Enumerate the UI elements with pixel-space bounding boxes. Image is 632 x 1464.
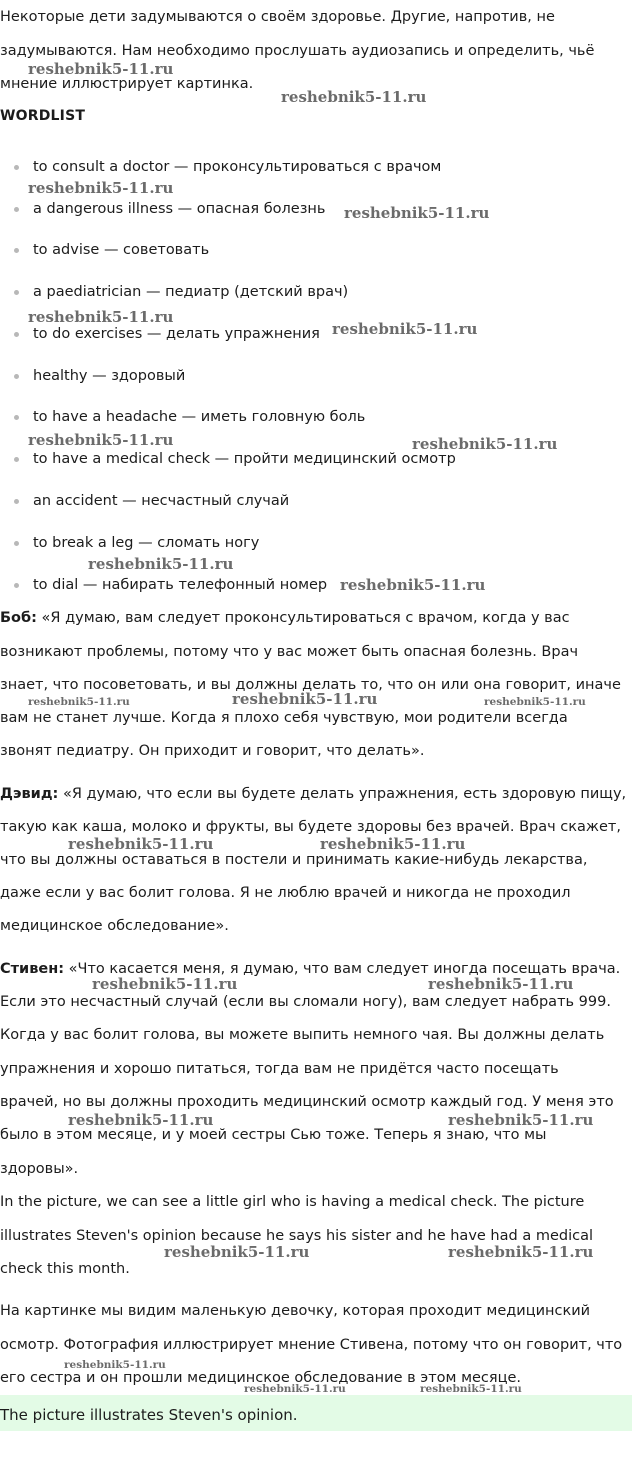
david-paragraph-line-5: медицинское обследование».: [0, 918, 229, 934]
steven-paragraph-line-3: Когда у вас болит голова, вы можете выпить немного чая. Вы должны делать: [0, 1027, 605, 1043]
bullet-icon: [14, 415, 19, 420]
bob-paragraph-line-4: вам не станет лучше. Когда я плохо себя чувствую, мои родители всегда: [0, 710, 568, 726]
bullet-icon: [14, 499, 19, 504]
watermark: reshebnik5-11.ru: [232, 690, 378, 708]
david-paragraph-line-4: даже если у вас болит голова. Я не люблю врачей и никогда не проходил: [0, 885, 571, 901]
bullet-icon: [14, 248, 19, 253]
intro-line-2: задумываются. Нам необходимо прослушать аудиозапись и определить, чьё: [0, 43, 595, 59]
speaker-name-bob: Боб:: [0, 610, 37, 626]
watermark: reshebnik5-11.ru: [68, 835, 214, 853]
english-answer-line-2: illustrates Steven's opinion because he says his sister and he have had a medical: [0, 1228, 593, 1244]
bullet-icon: [14, 457, 19, 462]
steven-paragraph-line-5: врачей, но вы должны проходить медицинский осмотр каждый год. У меня это: [0, 1094, 614, 1110]
steven-paragraph-line-6: было в этом месяце, и у моей сестры Сью тоже. Теперь я знаю, что мы: [0, 1127, 547, 1143]
bob-paragraph-line-1: Боб: «Я думаю, вам следует проконсультироваться с врачом, когда у вас: [0, 610, 570, 626]
bob-paragraph-line-3: знает, что посоветовать, и вы должны делать то, что он или она говорит, иначе: [0, 677, 621, 693]
watermark: reshebnik5-11.ru: [332, 320, 478, 338]
bob-paragraph-line-5: звонят педиатру. Он приходит и говорит, что делать».: [0, 743, 425, 759]
watermark: reshebnik5-11.ru: [64, 1359, 166, 1371]
bullet-icon: [14, 290, 19, 295]
watermark: reshebnik5-11.ru: [428, 975, 574, 993]
watermark: reshebnik5-11.ru: [28, 308, 174, 326]
steven-paragraph-line-2: Если это несчастный случай (если вы сломали ногу), вам следует набрать 999.: [0, 994, 611, 1010]
russian-answer-line-3: его сестра и он прошли медицинское обследование в этом месяце.: [0, 1370, 522, 1386]
david-paragraph-line-2: такую как каша, молоко и фрукты, вы будете здоровы без врачей. Врач скажет,: [0, 819, 621, 835]
watermark: reshebnik5-11.ru: [28, 431, 174, 449]
russian-answer-line-2: осмотр. Фотография иллюстрирует мнение Стивена, потому что он говорит, что: [0, 1337, 623, 1353]
watermark: reshebnik5-11.ru: [281, 88, 427, 106]
speaker-name-steven: Стивен:: [0, 961, 65, 977]
bullet-icon: [14, 374, 19, 379]
bullet-icon: [14, 583, 19, 588]
bullet-icon: [14, 332, 19, 337]
david-paragraph-line-1: Дэвид: «Я думаю, что если вы будете делать упражнения, есть здоровую пищу,: [0, 786, 627, 802]
watermark: reshebnik5-11.ru: [420, 1383, 522, 1395]
steven-paragraph-line-1: Стивен: «Что касается меня, я думаю, что вам следует иногда посещать врача.: [0, 961, 621, 977]
watermark: reshebnik5-11.ru: [92, 975, 238, 993]
watermark: reshebnik5-11.ru: [448, 1111, 594, 1129]
bob-paragraph-line-2: возникают проблемы, потому что у вас может быть опасная болезнь. Врач: [0, 644, 579, 660]
watermark: reshebnik5-11.ru: [344, 204, 490, 222]
russian-answer-line-1: На картинке мы видим маленькую девочку, которая проходит медицинский: [0, 1303, 591, 1319]
watermark: reshebnik5-11.ru: [28, 696, 130, 708]
watermark: reshebnik5-11.ru: [28, 60, 174, 78]
final-answer-text: The picture illustrates Steven's opinion.: [0, 1406, 298, 1424]
intro-line-1: Некоторые дети задумываются о своём здоровье. Другие, напротив, не: [0, 9, 555, 25]
watermark: reshebnik5-11.ru: [88, 555, 234, 573]
intro-line-3: мнение иллюстрирует картинка.: [0, 76, 254, 92]
watermark: reshebnik5-11.ru: [244, 1383, 346, 1395]
steven-paragraph-line-4: упражнения и хорошо питаться, тогда вам не придётся часто посещать: [0, 1061, 559, 1077]
watermark: reshebnik5-11.ru: [412, 435, 558, 453]
watermark: reshebnik5-11.ru: [340, 576, 486, 594]
watermark: reshebnik5-11.ru: [448, 1243, 594, 1261]
watermark: reshebnik5-11.ru: [320, 835, 466, 853]
english-answer-line-1: In the picture, we can see a little girl who is having a medical check. The picture: [0, 1194, 585, 1210]
david-paragraph-line-3: что вы должны оставаться в постели и принимать какие-нибудь лекарства,: [0, 852, 588, 868]
bullet-icon: [14, 207, 19, 212]
bullet-icon: [14, 165, 19, 170]
watermark: reshebnik5-11.ru: [28, 179, 174, 197]
english-answer-line-3: check this month.: [0, 1261, 130, 1277]
wordlist-title: WORDLIST: [0, 108, 86, 124]
steven-paragraph-line-7: здоровы».: [0, 1161, 79, 1177]
watermark: reshebnik5-11.ru: [164, 1243, 310, 1261]
watermark: reshebnik5-11.ru: [484, 696, 586, 708]
speaker-name-david: Дэвид:: [0, 786, 59, 802]
final-answer-box: [0, 1395, 632, 1431]
watermark: reshebnik5-11.ru: [68, 1111, 214, 1129]
bullet-icon: [14, 541, 19, 546]
